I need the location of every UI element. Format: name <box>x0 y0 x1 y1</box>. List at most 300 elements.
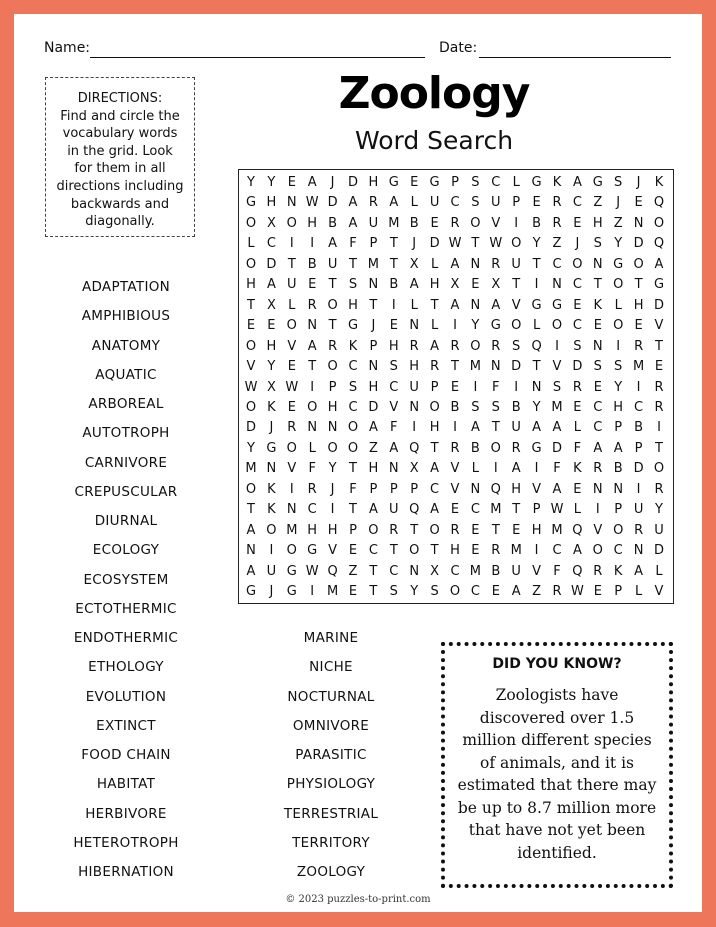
grid-letter[interactable]: P <box>349 522 357 538</box>
grid-letter[interactable]: P <box>410 481 419 497</box>
grid-letter[interactable]: O <box>653 461 665 477</box>
grid-letter[interactable]: Q <box>572 522 583 538</box>
grid-letter[interactable]: T <box>512 502 521 518</box>
grid-letter[interactable]: E <box>532 195 541 211</box>
grid-letter[interactable]: D <box>551 440 562 456</box>
grid-letter[interactable]: N <box>490 359 501 375</box>
grid-letter[interactable]: P <box>328 379 337 395</box>
grid-letter[interactable]: H <box>450 543 460 559</box>
grid-letter[interactable]: N <box>531 379 542 395</box>
grid-letter[interactable]: C <box>491 175 501 190</box>
grid-letter[interactable]: Q <box>572 563 583 579</box>
grid-letter[interactable]: N <box>633 543 644 559</box>
grid-letter[interactable]: J <box>330 481 335 497</box>
grid-letter[interactable]: X <box>409 256 419 272</box>
grid-letter[interactable]: A <box>552 481 562 497</box>
grid-letter[interactable]: L <box>655 563 663 579</box>
grid-letter[interactable]: C <box>552 256 562 272</box>
grid-letter[interactable]: C <box>348 359 358 375</box>
grid-letter[interactable]: A <box>511 461 521 477</box>
grid-letter[interactable]: X <box>266 379 276 395</box>
grid-letter[interactable]: U <box>266 563 277 579</box>
grid-letter[interactable]: A <box>368 502 378 518</box>
grid-letter[interactable]: A <box>348 215 358 231</box>
grid-letter[interactable]: U <box>389 502 399 518</box>
grid-letter[interactable]: A <box>634 563 644 579</box>
grid-letter[interactable]: O <box>327 440 338 456</box>
grid-letter[interactable]: X <box>430 563 440 579</box>
grid-letter[interactable]: N <box>592 256 603 272</box>
grid-letter[interactable]: T <box>349 256 357 272</box>
grid-letter[interactable]: Y <box>471 318 480 334</box>
grid-letter[interactable]: B <box>613 461 623 477</box>
grid-letter[interactable]: S <box>348 277 358 293</box>
grid-letter[interactable]: O <box>429 399 440 415</box>
grid-letter[interactable]: R <box>287 420 297 436</box>
grid-letter[interactable]: T <box>491 522 500 538</box>
grid-letter[interactable]: T <box>410 522 419 538</box>
grid-letter[interactable]: A <box>572 175 582 190</box>
grid-letter[interactable]: A <box>470 420 480 436</box>
grid-letter[interactable]: O <box>245 256 257 272</box>
grid-letter[interactable]: T <box>430 440 439 456</box>
grid-letter[interactable]: E <box>573 399 582 415</box>
grid-letter[interactable]: Y <box>614 236 623 252</box>
grid-letter[interactable]: F <box>573 440 582 456</box>
grid-letter[interactable]: C <box>470 584 480 599</box>
grid-letter[interactable]: T <box>328 318 337 334</box>
grid-letter[interactable]: K <box>267 399 276 415</box>
grid-letter[interactable]: Z <box>552 236 562 252</box>
grid-letter[interactable]: I <box>391 297 396 313</box>
grid-letter[interactable]: O <box>245 481 257 497</box>
grid-letter[interactable]: C <box>450 563 460 579</box>
grid-letter[interactable]: P <box>512 195 521 211</box>
grid-letter[interactable]: J <box>636 175 641 190</box>
grid-letter[interactable]: R <box>307 297 317 313</box>
grid-letter[interactable]: F <box>349 481 357 497</box>
grid-letter[interactable]: R <box>491 256 501 272</box>
grid-letter[interactable]: H <box>531 522 542 538</box>
grid-letter[interactable]: V <box>654 584 664 599</box>
grid-letter[interactable]: V <box>328 543 338 559</box>
grid-letter[interactable]: U <box>327 256 338 272</box>
grid-letter[interactable]: R <box>654 399 664 415</box>
grid-letter[interactable]: D <box>245 420 256 436</box>
grid-letter[interactable]: R <box>634 522 644 538</box>
grid-letter[interactable]: H <box>429 277 440 293</box>
grid-letter[interactable]: Y <box>410 584 419 599</box>
grid-letter[interactable]: X <box>409 461 419 477</box>
grid-letter[interactable]: S <box>491 399 500 415</box>
grid-letter[interactable]: J <box>269 584 274 599</box>
grid-letter[interactable]: L <box>288 297 296 313</box>
grid-letter[interactable]: I <box>453 420 457 436</box>
grid-letter[interactable]: I <box>595 502 600 518</box>
grid-letter[interactable]: P <box>389 481 398 497</box>
grid-letter[interactable]: E <box>593 584 602 599</box>
grid-letter[interactable]: Y <box>247 440 255 456</box>
grid-letter[interactable]: D <box>511 359 522 375</box>
grid-letter[interactable]: Y <box>614 379 623 395</box>
grid-letter[interactable]: Z <box>348 563 358 579</box>
grid-letter[interactable]: O <box>245 338 257 354</box>
grid-letter[interactable]: A <box>450 256 460 272</box>
grid-letter[interactable]: E <box>654 359 664 375</box>
grid-letter[interactable]: Y <box>247 175 255 190</box>
grid-letter[interactable]: I <box>534 461 539 477</box>
grid-letter[interactable]: G <box>286 584 297 599</box>
grid-letter[interactable]: H <box>592 215 603 231</box>
grid-letter[interactable]: V <box>450 481 460 497</box>
grid-letter[interactable]: L <box>573 502 582 518</box>
grid-letter[interactable]: R <box>552 215 562 231</box>
grid-letter[interactable]: L <box>512 175 520 190</box>
grid-letter[interactable]: H <box>327 399 338 415</box>
grid-letter[interactable]: C <box>389 563 399 579</box>
grid-letter[interactable]: F <box>349 236 357 252</box>
grid-letter[interactable]: S <box>471 399 480 415</box>
grid-letter[interactable]: E <box>287 399 296 415</box>
grid-letter[interactable]: T <box>247 297 255 313</box>
grid-letter[interactable]: A <box>348 195 358 211</box>
grid-letter[interactable]: V <box>246 359 256 375</box>
grid-letter[interactable]: E <box>573 297 582 313</box>
grid-letter[interactable]: A <box>491 297 501 313</box>
grid-letter[interactable]: A <box>307 338 317 354</box>
grid-letter[interactable]: F <box>390 420 398 436</box>
grid-letter[interactable]: E <box>573 481 582 497</box>
grid-letter[interactable]: A <box>266 277 276 293</box>
date-field[interactable] <box>479 57 671 58</box>
grid-letter[interactable]: Y <box>267 359 276 375</box>
grid-letter[interactable]: W <box>550 502 564 518</box>
grid-letter[interactable]: O <box>511 318 522 334</box>
grid-letter[interactable]: K <box>613 563 623 579</box>
grid-letter[interactable]: E <box>634 318 643 334</box>
grid-letter[interactable]: M <box>469 359 481 375</box>
grid-letter[interactable]: R <box>511 440 521 456</box>
grid-letter[interactable]: O <box>653 215 665 231</box>
grid-letter[interactable]: J <box>575 236 580 252</box>
grid-letter[interactable]: O <box>633 256 644 272</box>
grid-letter[interactable]: P <box>451 175 459 190</box>
grid-letter[interactable]: A <box>552 420 562 436</box>
grid-letter[interactable]: W <box>305 563 319 579</box>
grid-letter[interactable]: B <box>409 215 419 231</box>
grid-letter[interactable]: E <box>267 318 276 334</box>
grid-letter[interactable]: I <box>473 379 478 395</box>
grid-letter[interactable]: C <box>430 481 440 497</box>
grid-letter[interactable]: O <box>449 584 461 599</box>
grid-letter[interactable]: I <box>310 584 315 599</box>
grid-letter[interactable]: S <box>471 175 480 190</box>
grid-letter[interactable]: S <box>593 359 602 375</box>
grid-letter[interactable]: J <box>371 318 376 334</box>
grid-letter[interactable]: Q <box>327 563 338 579</box>
grid-letter[interactable]: I <box>514 379 519 395</box>
grid-letter[interactable]: W <box>448 236 462 252</box>
grid-letter[interactable]: G <box>388 175 399 190</box>
grid-letter[interactable]: C <box>572 195 582 211</box>
grid-letter[interactable]: O <box>286 543 297 559</box>
grid-letter[interactable]: S <box>512 338 521 354</box>
grid-letter[interactable]: S <box>471 195 480 211</box>
grid-letter[interactable]: O <box>327 359 338 375</box>
grid-letter[interactable]: N <box>388 461 399 477</box>
grid-letter[interactable]: L <box>410 297 418 313</box>
grid-letter[interactable]: M <box>490 502 502 518</box>
grid-letter[interactable]: C <box>572 318 582 334</box>
grid-letter[interactable]: R <box>328 338 338 354</box>
grid-letter[interactable]: M <box>326 584 339 599</box>
grid-letter[interactable]: G <box>266 440 277 456</box>
grid-letter[interactable]: G <box>347 318 359 334</box>
grid-letter[interactable]: N <box>368 359 379 375</box>
grid-letter[interactable]: D <box>653 297 664 313</box>
grid-letter[interactable]: T <box>389 256 398 272</box>
grid-letter[interactable]: N <box>286 195 297 211</box>
grid-letter[interactable]: R <box>389 522 399 538</box>
grid-letter[interactable]: S <box>389 584 398 599</box>
grid-letter[interactable]: I <box>330 502 335 518</box>
grid-letter[interactable]: J <box>616 195 621 211</box>
grid-letter[interactable]: E <box>593 318 602 334</box>
grid-letter[interactable]: Y <box>328 461 337 477</box>
grid-letter[interactable]: A <box>389 195 399 211</box>
grid-letter[interactable]: O <box>572 256 583 272</box>
grid-letter[interactable]: R <box>654 379 664 395</box>
grid-letter[interactable]: E <box>573 215 582 231</box>
grid-letter[interactable]: B <box>450 399 460 415</box>
grid-letter[interactable]: G <box>653 277 665 293</box>
grid-letter[interactable]: U <box>429 195 440 211</box>
grid-letter[interactable]: R <box>491 338 501 354</box>
grid-letter[interactable]: G <box>531 440 542 456</box>
grid-letter[interactable]: O <box>613 277 624 293</box>
grid-letter[interactable]: X <box>450 277 460 293</box>
grid-letter[interactable]: G <box>245 195 257 211</box>
grid-letter[interactable]: G <box>613 256 624 272</box>
grid-letter[interactable]: A <box>572 543 582 559</box>
grid-letter[interactable]: K <box>654 175 664 190</box>
grid-letter[interactable]: N <box>246 543 256 559</box>
grid-letter[interactable]: K <box>573 461 582 477</box>
grid-letter[interactable]: H <box>348 297 358 313</box>
grid-letter[interactable]: L <box>410 195 418 211</box>
grid-letter[interactable]: H <box>266 195 277 211</box>
grid-letter[interactable]: A <box>389 440 399 456</box>
grid-letter[interactable]: L <box>634 584 643 599</box>
grid-letter[interactable]: P <box>369 481 378 497</box>
grid-letter[interactable]: T <box>451 359 459 375</box>
grid-letter[interactable]: T <box>369 563 378 579</box>
grid-letter[interactable]: E <box>450 502 460 518</box>
grid-letter[interactable]: N <box>368 277 379 293</box>
grid-letter[interactable]: B <box>491 563 501 579</box>
grid-letter[interactable]: W <box>489 236 503 252</box>
grid-letter[interactable]: P <box>430 379 439 395</box>
grid-letter[interactable]: O <box>470 338 481 354</box>
grid-letter[interactable]: O <box>347 420 359 436</box>
grid-letter[interactable]: O <box>613 522 624 538</box>
grid-letter[interactable]: M <box>388 215 400 231</box>
grid-letter[interactable]: A <box>593 440 603 456</box>
grid-letter[interactable]: W <box>570 584 584 599</box>
grid-letter[interactable]: E <box>389 318 398 334</box>
grid-letter[interactable]: N <box>307 318 318 334</box>
grid-letter[interactable]: T <box>532 359 541 375</box>
grid-letter[interactable]: I <box>534 277 539 293</box>
grid-letter[interactable]: M <box>286 522 298 538</box>
grid-letter[interactable]: N <box>409 318 420 334</box>
grid-letter[interactable]: R <box>409 338 419 354</box>
grid-letter[interactable]: J <box>412 236 417 252</box>
grid-letter[interactable]: N <box>409 399 420 415</box>
grid-letter[interactable]: A <box>532 420 542 436</box>
grid-letter[interactable]: X <box>266 215 276 231</box>
grid-letter[interactable]: R <box>450 215 460 231</box>
grid-letter[interactable]: C <box>613 543 623 559</box>
grid-letter[interactable]: R <box>368 195 378 211</box>
grid-letter[interactable]: O <box>551 318 563 334</box>
grid-letter[interactable]: P <box>614 502 623 518</box>
grid-letter[interactable]: P <box>532 502 541 518</box>
grid-letter[interactable]: P <box>369 338 378 354</box>
grid-letter[interactable]: T <box>634 277 643 293</box>
grid-letter[interactable]: I <box>514 215 519 231</box>
grid-letter[interactable]: E <box>287 359 296 375</box>
grid-letter[interactable]: T <box>512 277 521 293</box>
grid-letter[interactable]: R <box>593 563 603 579</box>
grid-letter[interactable]: S <box>389 359 398 375</box>
grid-letter[interactable]: F <box>492 379 500 395</box>
grid-letter[interactable]: T <box>349 502 357 518</box>
grid-letter[interactable]: U <box>654 522 664 538</box>
grid-letter[interactable]: H <box>388 338 399 354</box>
grid-letter[interactable]: N <box>470 481 481 497</box>
grid-letter[interactable]: I <box>453 318 457 334</box>
grid-letter[interactable]: I <box>616 338 621 354</box>
grid-letter[interactable]: M <box>510 543 522 559</box>
grid-letter[interactable]: M <box>367 256 379 272</box>
grid-letter[interactable]: F <box>553 563 561 579</box>
word-search-grid[interactable] <box>238 169 674 604</box>
grid-letter[interactable]: H <box>266 338 277 354</box>
grid-letter[interactable]: Q <box>409 440 420 456</box>
grid-letter[interactable]: D <box>347 175 358 190</box>
grid-letter[interactable]: E <box>410 175 419 190</box>
grid-letter[interactable]: C <box>593 420 603 436</box>
grid-letter[interactable]: L <box>532 318 541 334</box>
grid-letter[interactable]: S <box>614 359 623 375</box>
grid-letter[interactable]: K <box>267 502 276 518</box>
grid-letter[interactable]: D <box>653 543 664 559</box>
grid-letter[interactable]: I <box>310 236 315 252</box>
grid-letter[interactable]: P <box>614 584 623 599</box>
grid-letter[interactable]: H <box>409 359 420 375</box>
grid-letter[interactable]: U <box>511 563 521 579</box>
grid-letter[interactable]: J <box>269 420 274 436</box>
grid-letter[interactable]: I <box>493 461 498 477</box>
grid-letter[interactable]: A <box>511 584 521 599</box>
grid-letter[interactable]: U <box>368 215 379 231</box>
grid-letter[interactable]: H <box>613 399 624 415</box>
grid-letter[interactable]: B <box>307 256 317 272</box>
grid-letter[interactable]: A <box>246 522 256 538</box>
grid-letter[interactable]: E <box>634 195 643 211</box>
grid-letter[interactable]: O <box>245 215 257 231</box>
grid-letter[interactable]: D <box>633 236 644 252</box>
grid-letter[interactable]: H <box>368 461 379 477</box>
grid-letter[interactable]: B <box>328 215 338 231</box>
grid-letter[interactable]: S <box>348 379 358 395</box>
grid-letter[interactable]: U <box>511 420 521 436</box>
grid-letter[interactable]: H <box>307 215 318 231</box>
grid-letter[interactable]: N <box>552 277 562 293</box>
grid-letter[interactable]: I <box>657 420 661 436</box>
grid-letter[interactable]: H <box>246 277 256 293</box>
grid-letter[interactable]: C <box>368 543 378 559</box>
grid-letter[interactable]: T <box>369 297 378 313</box>
grid-letter[interactable]: D <box>368 399 379 415</box>
grid-letter[interactable]: O <box>307 399 318 415</box>
grid-letter[interactable]: L <box>430 256 439 272</box>
grid-letter[interactable]: B <box>470 440 480 456</box>
grid-letter[interactable]: O <box>245 399 257 415</box>
grid-letter[interactable]: Q <box>653 195 665 211</box>
grid-letter[interactable]: V <box>450 461 460 477</box>
grid-letter[interactable]: A <box>654 256 664 272</box>
grid-letter[interactable]: O <box>286 318 297 334</box>
grid-letter[interactable]: I <box>269 543 274 559</box>
grid-letter[interactable]: T <box>349 461 357 477</box>
grid-letter[interactable]: O <box>286 440 297 456</box>
grid-letter[interactable]: Y <box>267 175 276 190</box>
grid-letter[interactable]: U <box>491 195 501 211</box>
grid-letter[interactable]: H <box>368 175 379 190</box>
grid-letter[interactable]: V <box>491 215 501 231</box>
grid-letter[interactable]: L <box>471 461 480 477</box>
grid-letter[interactable]: Q <box>653 236 665 252</box>
grid-letter[interactable]: V <box>532 563 542 579</box>
grid-letter[interactable]: R <box>307 481 317 497</box>
grid-letter[interactable]: Z <box>593 195 603 211</box>
grid-letter[interactable]: K <box>552 175 562 190</box>
grid-letter[interactable]: J <box>330 175 335 190</box>
grid-letter[interactable]: H <box>327 522 338 538</box>
grid-letter[interactable]: U <box>511 256 521 272</box>
grid-letter[interactable]: A <box>328 236 338 252</box>
grid-letter[interactable]: R <box>491 543 501 559</box>
grid-letter[interactable]: I <box>310 379 315 395</box>
grid-letter[interactable]: H <box>307 522 318 538</box>
grid-letter[interactable]: O <box>266 522 277 538</box>
grid-letter[interactable]: R <box>450 522 460 538</box>
grid-letter[interactable]: G <box>245 584 257 599</box>
grid-letter[interactable]: N <box>592 481 603 497</box>
grid-letter[interactable]: A <box>430 461 440 477</box>
grid-letter[interactable]: B <box>634 420 644 436</box>
grid-letter[interactable]: O <box>490 440 501 456</box>
grid-letter[interactable]: V <box>532 481 542 497</box>
grid-letter[interactable]: D <box>266 256 277 272</box>
grid-letter[interactable]: I <box>636 481 641 497</box>
grid-letter[interactable]: Q <box>490 481 501 497</box>
grid-letter[interactable]: T <box>287 256 296 272</box>
grid-letter[interactable]: E <box>348 543 358 559</box>
grid-letter[interactable]: E <box>471 522 480 538</box>
